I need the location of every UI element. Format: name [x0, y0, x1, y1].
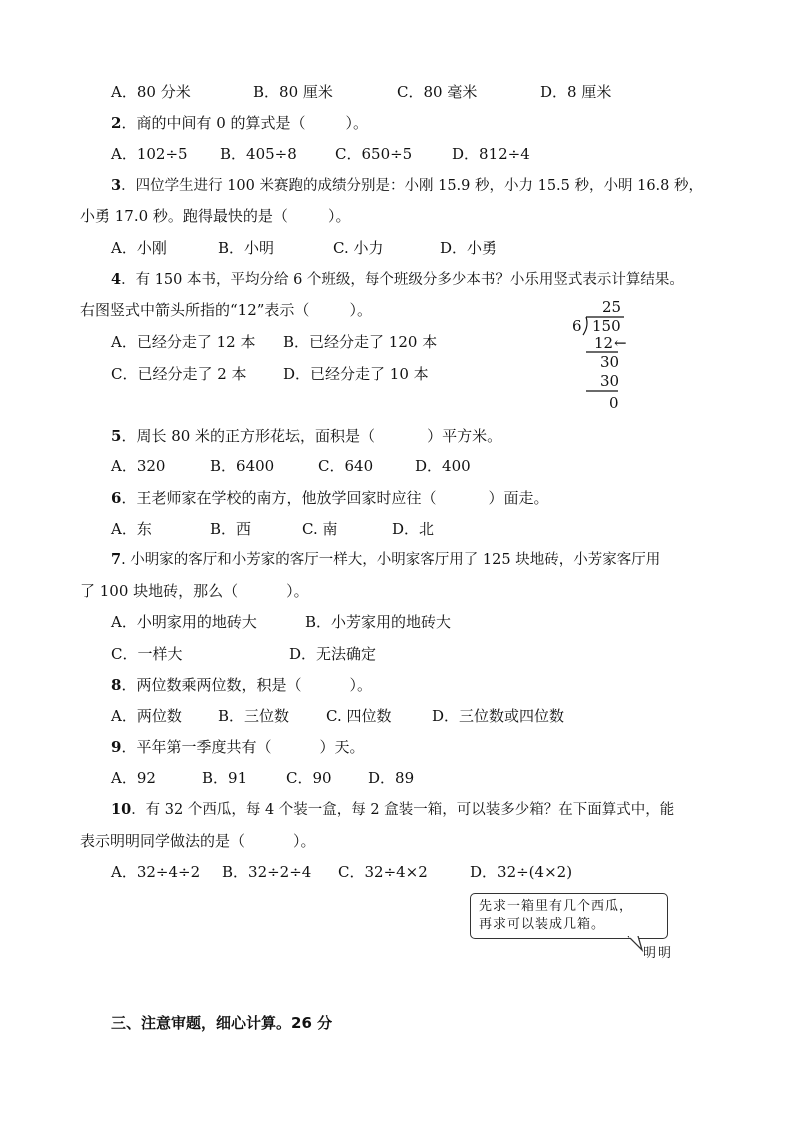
q3-option-a: A．小刚	[111, 239, 167, 257]
division-quotient: 25	[602, 298, 622, 316]
q3-text: ．四位学生进行 100 米赛跑的成绩分别是：小刚 15.9 秒，小力 15.5 秒，小明 16.8 秒，	[121, 178, 703, 194]
q9-text: ．平年第一季度共有（	[121, 738, 272, 756]
q9-option-a: A．92	[111, 769, 156, 787]
q8-option-c: C. 四位数	[326, 707, 392, 725]
speech-bubble	[470, 893, 668, 939]
q5-number: 5	[111, 427, 122, 445]
q4-number: 4	[111, 271, 122, 288]
q1-option-b: B．80 厘米	[253, 83, 333, 101]
q3-text-2: 小勇 17.0 秒。跑得最快的是（	[80, 207, 288, 225]
q4-option-d: D．已经分走了 10 本	[283, 365, 429, 383]
section-3-heading: 三、注意审题，细心计算。26 分	[111, 1014, 333, 1032]
q4-tail: ）。	[349, 301, 372, 319]
q8-stem	[111, 675, 372, 695]
division-step3: 30	[600, 372, 620, 390]
bubble-line1: 先求一箱里有几个西瓜，	[479, 899, 634, 914]
q10-number: 10	[111, 801, 132, 818]
q10-tail: ）。	[293, 832, 316, 850]
q7-number: 7	[111, 551, 122, 568]
q6-option-c: C. 南	[302, 520, 338, 538]
q7-option-c: C．一样大	[111, 645, 183, 663]
q10-text-2: 表示明明同学做法的是（	[80, 832, 246, 850]
q7-option-a: A．小明家用的地砖大	[111, 613, 257, 631]
q2-number: 2	[111, 114, 122, 132]
q2-option-c: C．650÷5	[335, 145, 413, 163]
q3-option-b: B．小明	[218, 239, 275, 257]
q4-option-b: B．已经分走了 120 本	[283, 333, 438, 351]
q3-stem-line2	[80, 206, 350, 226]
q9-stem	[111, 737, 364, 757]
q8-option-d: D．三位数或四位数	[432, 707, 565, 725]
q2-stem	[111, 113, 368, 133]
q7-option-b: B．小芳家用的地砖大	[305, 613, 452, 631]
q9-tail: ）天。	[319, 738, 365, 756]
q5-text: ．周长 80 米的正方形花坛，面积是（	[121, 427, 376, 445]
q5-tail: ）平方米。	[427, 427, 503, 445]
q1-option-d: D．8 厘米	[540, 83, 612, 101]
q2-option-a: A．102÷5	[111, 145, 188, 163]
q5-option-c: C．640	[318, 457, 374, 475]
q2-option-b: B．405÷8	[220, 145, 297, 163]
q4-text-2: 右图竖式中箭头所指的“12”表示（	[80, 301, 310, 319]
q9-option-b: B．91	[202, 769, 248, 787]
q3-stem-line1	[111, 176, 703, 196]
division-remainder: 0	[609, 394, 619, 412]
q8-number: 8	[111, 676, 122, 694]
q10-option-a: A．32÷4÷2	[111, 863, 201, 881]
q4-option-a: A．已经分走了 12 本	[111, 333, 256, 351]
q10-stem-line2	[80, 831, 316, 851]
long-division-figure	[572, 300, 648, 412]
q9-option-c: C．90	[286, 769, 332, 787]
q6-text: ．王老师家在学校的南方，他放学回家时应往（	[121, 489, 437, 507]
q6-option-d: D．北	[392, 520, 435, 538]
arrow-left-icon: ←	[614, 334, 627, 352]
q3-option-c: C. 小力	[333, 239, 384, 257]
q4-stem-line1	[111, 270, 684, 290]
q7-text-2: 了 100 块地砖，那么（	[80, 582, 239, 600]
q10-option-d: D．32÷(4×2)	[470, 863, 573, 881]
q6-stem	[111, 488, 548, 508]
q7-tail: ）。	[286, 582, 309, 600]
q5-stem	[111, 426, 502, 446]
q2-text: ．商的中间有 0 的算式是（	[121, 114, 306, 132]
q3-tail: ）。	[327, 207, 351, 225]
q7-stem-line2	[80, 581, 309, 601]
q9-number: 9	[111, 738, 122, 756]
q1-option-c: C．80 毫米	[397, 83, 478, 101]
q1-option-a: A．80 分米	[111, 83, 191, 101]
q3-number: 3	[111, 177, 122, 194]
q8-text: ．两位数乘两位数，积是（	[121, 676, 302, 694]
q10-option-c: C．32÷4×2	[338, 863, 428, 881]
bubble-line2: 再求可以装成几箱。	[479, 917, 606, 932]
q7-option-d: D．无法确定	[289, 645, 377, 663]
q8-tail: ）。	[349, 676, 372, 694]
q6-tail: ）面走。	[488, 489, 549, 507]
q9-option-d: D．89	[368, 769, 415, 787]
q2-tail: ）。	[345, 114, 369, 132]
division-step1: 12	[594, 334, 614, 352]
division-step2: 30	[600, 353, 620, 371]
q4-stem-line2	[80, 300, 372, 320]
q10-option-b: B．32÷2÷4	[222, 863, 312, 881]
q7-text: . 小明家的客厅和小芳家的客厅一样大，小明家客厅用了 125 块地砖，小芳家客厅用	[121, 552, 661, 568]
division-divisor: 6	[572, 317, 582, 335]
bubble-speaker: 明明	[643, 946, 674, 961]
q7-stem-line1	[111, 550, 660, 570]
q6-option-a: A．东	[111, 520, 152, 538]
q10-text: ．有 32 个西瓜，每 4 个装一盒，每 2 盒装一箱，可以装多少箱？在下面算式中，能	[131, 802, 675, 818]
q5-option-a: A．320	[111, 457, 166, 475]
q4-option-c: C．已经分走了 2 本	[111, 365, 247, 383]
q3-option-d: D．小勇	[440, 239, 498, 257]
q8-option-b: B．三位数	[218, 707, 290, 725]
q4-text: ．有 150 本书，平均分给 6 个班级，每个班级分多少本书？小乐用竖式表示计算结果。	[121, 272, 684, 288]
q5-option-b: B．6400	[210, 457, 275, 475]
q6-option-b: B．西	[210, 520, 252, 538]
q5-option-d: D．400	[415, 457, 471, 475]
q2-option-d: D．812÷4	[452, 145, 530, 163]
q8-option-a: A．两位数	[111, 707, 182, 725]
q6-number: 6	[111, 489, 122, 507]
division-dividend: 150	[592, 317, 621, 335]
q10-stem-line1	[111, 800, 674, 820]
